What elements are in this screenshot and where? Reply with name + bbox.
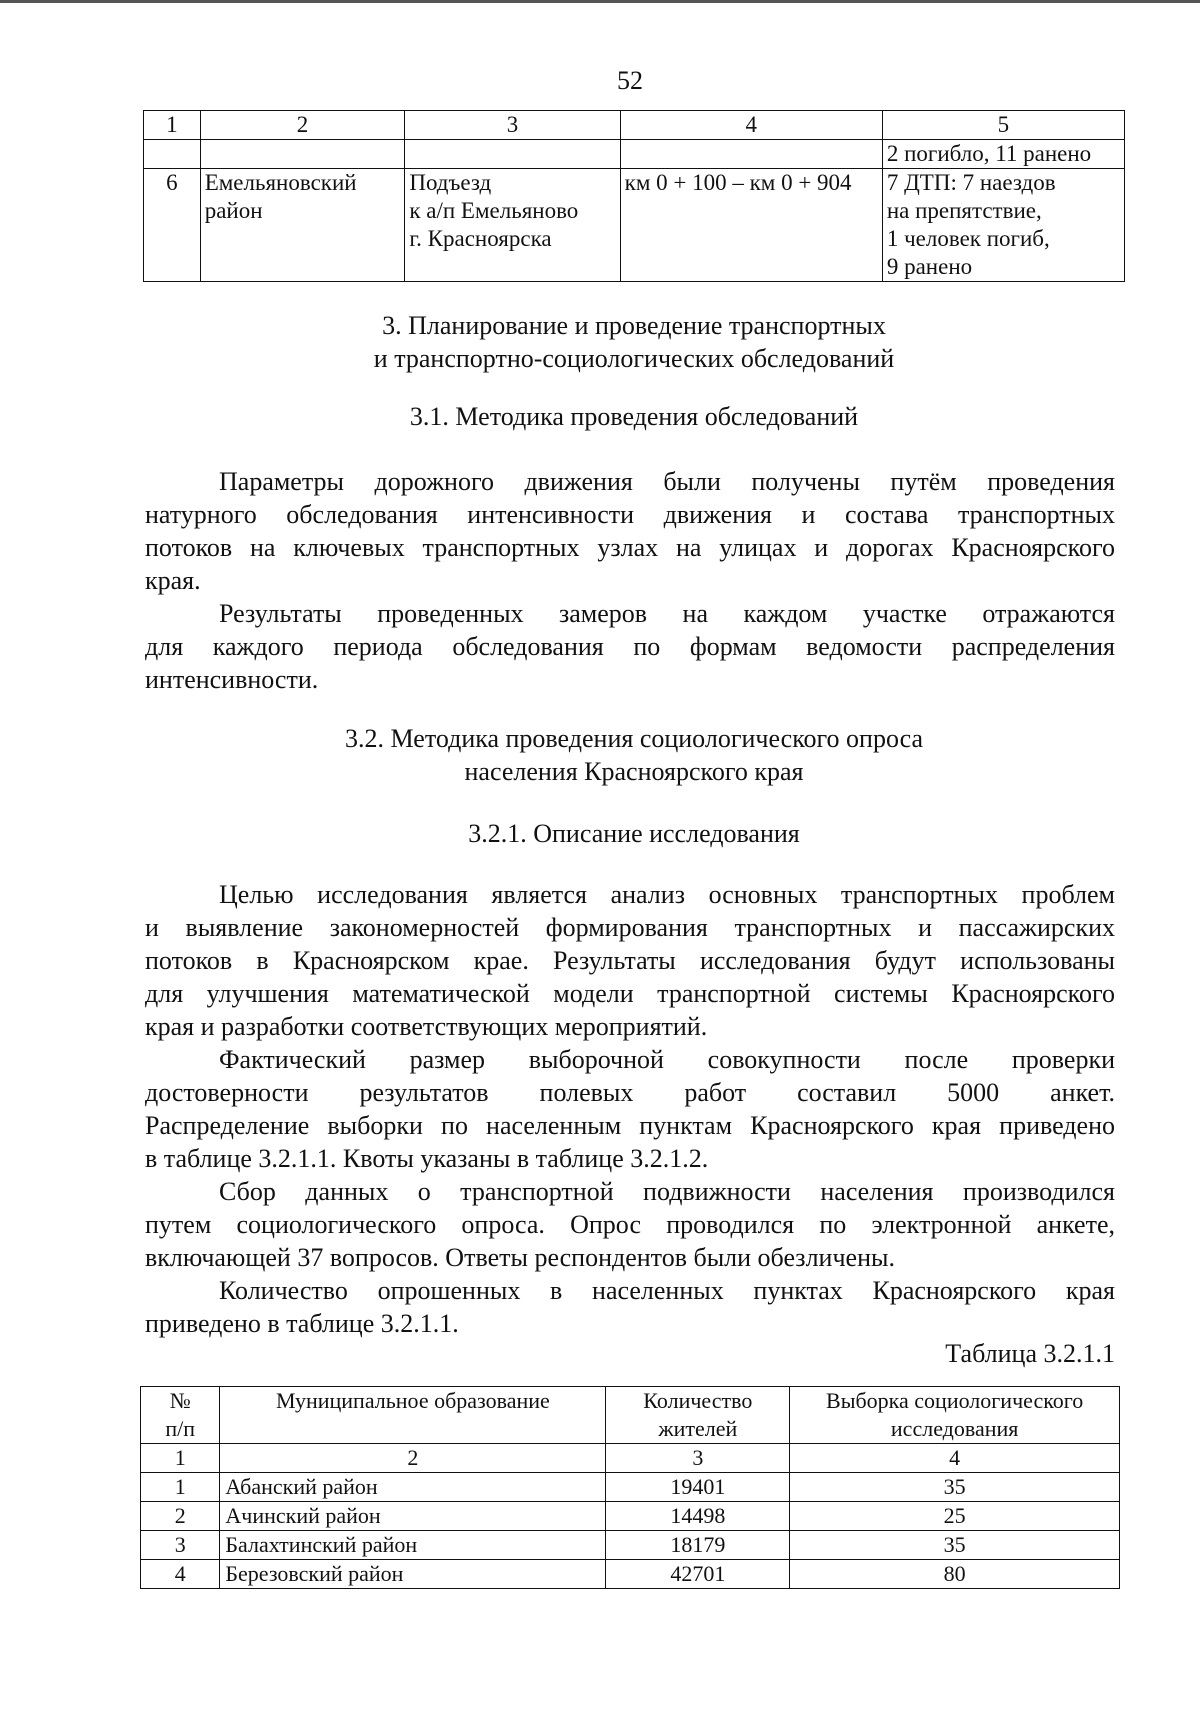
- heading-line: населения Красноярского края: [464, 757, 804, 786]
- text-line: для улучшения математической модели транспортной системы Красноярского: [145, 979, 1115, 1008]
- population-cell: 18179: [606, 1531, 790, 1560]
- header-cell-municipality: [220, 1387, 606, 1444]
- row-number-cell: [144, 140, 201, 169]
- row-number-cell: 6: [144, 169, 201, 282]
- text-line: края и разработки соответствующих мероприятий.: [145, 1012, 708, 1041]
- sample-cell: 25: [790, 1502, 1120, 1531]
- header-cell-number: [141, 1387, 220, 1444]
- section-3-1-heading: 3.1. Методика проведения обследований: [409, 402, 859, 431]
- cell-line: 2 погибло, 11 ранено: [886, 141, 1092, 166]
- text-line: Фактический размер выборочной совокупности после проверки: [219, 1045, 1115, 1074]
- header-cell: 1: [144, 111, 201, 140]
- population-cell: 42701: [606, 1560, 790, 1589]
- text-line: Распределение выборки по населенным пунктам Красноярского края приведено: [145, 1111, 1115, 1140]
- text-line: приведено в таблице 3.2.1.1.: [145, 1309, 459, 1338]
- heading-line: 3. Планирование и проведение транспортных: [382, 311, 886, 340]
- cell-line: г. Красноярска: [409, 226, 552, 251]
- column-number: 3: [606, 1444, 790, 1473]
- district-cell: [200, 169, 405, 282]
- population-cell: 19401: [606, 1473, 790, 1502]
- text-line: Результаты проведенных замеров на каждом участке отражаются: [219, 599, 1115, 628]
- paragraph-4: [145, 1043, 1115, 1175]
- column-number: 4: [790, 1444, 1120, 1473]
- paragraph-2: [145, 597, 1115, 696]
- row-number-cell: 4: [141, 1560, 220, 1589]
- section-3-heading: [143, 309, 1125, 375]
- object-cell: [405, 169, 620, 282]
- cell-line: Количество: [643, 1388, 753, 1413]
- cell-line: исследования: [890, 1416, 1019, 1441]
- text-line: Сбор данных о транспортной подвижности населения производился: [219, 1177, 1115, 1206]
- object-cell: [405, 140, 620, 169]
- accident-table: [143, 110, 1125, 282]
- paragraph-1: [145, 465, 1115, 597]
- heading-line: и транспортно-социологических обследований: [373, 344, 895, 373]
- cell-line: жителей: [658, 1416, 738, 1441]
- municipality-cell: Ачинский район: [220, 1502, 606, 1531]
- table-caption: Таблица 3.2.1.1: [945, 1339, 1115, 1368]
- km-cell: [620, 140, 882, 169]
- text-line: путем социологического опроса. Опрос проводился по электронной анкете,: [145, 1210, 1115, 1239]
- accidents-cell: [882, 140, 1124, 169]
- cell-line: №: [169, 1388, 191, 1413]
- row-number-cell: 3: [141, 1531, 220, 1560]
- text-line: Параметры дорожного движения были получены путём проведения: [219, 467, 1115, 496]
- cell-line: 9 ранено: [886, 254, 973, 279]
- paragraph-5: [145, 1175, 1115, 1274]
- cell-line: 7 ДТП: 7 наездов: [886, 170, 1056, 195]
- table-header-row: [144, 111, 1125, 140]
- cell-line: к а/п Емельяново: [409, 198, 579, 223]
- municipality-cell: Березовский район: [220, 1560, 606, 1589]
- table-row: [141, 1560, 1120, 1589]
- section-3-2-1-heading: 3.2.1. Описание исследования: [468, 819, 800, 848]
- row-number-cell: 2: [141, 1502, 220, 1531]
- heading-line: 3.2. Методика проведения социологического опроса: [345, 724, 923, 753]
- cell-line: 1 человек погиб,: [886, 226, 1050, 251]
- text-line: в таблице 3.2.1.1. Квоты указаны в таблице 3.2.1.2.: [145, 1144, 709, 1173]
- text-line: интенсивности.: [145, 665, 319, 694]
- table-row: [141, 1473, 1120, 1502]
- table-row: [144, 140, 1125, 169]
- cell-line: п/п: [165, 1416, 196, 1441]
- text-line: для каждого периода обследования по формам ведомости распределения: [145, 632, 1115, 661]
- paragraph-3: [145, 878, 1115, 1043]
- cell-line: на препятствие,: [886, 198, 1042, 223]
- text-line: натурного обследования интенсивности движения и состава транспортных: [145, 500, 1115, 529]
- population-cell: 14498: [606, 1502, 790, 1531]
- scan-top-edge: [0, 0, 1200, 3]
- section-3-2-heading: [143, 722, 1125, 788]
- km-cell: км 0 + 100 – км 0 + 904: [620, 169, 882, 282]
- text-line: достоверности результатов полевых работ составил 5000 анкет.: [145, 1078, 1115, 1107]
- municipality-cell: Балахтинский район: [220, 1531, 606, 1560]
- district-cell: [200, 140, 405, 169]
- accidents-cell: [882, 169, 1124, 282]
- page-number: 52: [617, 66, 643, 95]
- table-header-row: [141, 1387, 1120, 1444]
- sample-cell: 35: [790, 1531, 1120, 1560]
- cell-line: Емельяновский: [204, 170, 357, 195]
- text-line: потоков на ключевых транспортных узлах на улицах и дорогах Красноярского: [145, 533, 1115, 562]
- header-cell: 5: [882, 111, 1124, 140]
- sample-cell: 80: [790, 1560, 1120, 1589]
- row-number-cell: 1: [141, 1473, 220, 1502]
- column-numbers-row: [141, 1444, 1120, 1473]
- municipality-cell: Абанский район: [220, 1473, 606, 1502]
- header-cell-sample: [790, 1387, 1120, 1444]
- table-row: [141, 1531, 1120, 1560]
- header-cell: 4: [620, 111, 882, 140]
- text-line: края.: [145, 566, 201, 595]
- table-row: [144, 169, 1125, 282]
- column-number: 1: [141, 1444, 220, 1473]
- header-cell-population: [606, 1387, 790, 1444]
- text-line: Целью исследования является анализ основных транспортных проблем: [219, 880, 1115, 909]
- paragraph-6: [145, 1274, 1115, 1340]
- cell-line: Муниципальное образование: [275, 1388, 550, 1413]
- text-line: Количество опрошенных в населенных пунктах Красноярского края: [219, 1276, 1115, 1305]
- sample-cell: 35: [790, 1473, 1120, 1502]
- cell-line: Подъезд: [409, 170, 492, 195]
- cell-line: район: [204, 198, 263, 223]
- text-line: потоков в Красноярском крае. Результаты исследования будут использованы: [145, 946, 1115, 975]
- header-cell: 3: [405, 111, 620, 140]
- text-line: и выявление закономерностей формирования транспортных и пассажирских: [145, 913, 1115, 942]
- cell-line: Выборка социологического: [826, 1388, 1084, 1413]
- header-cell: 2: [200, 111, 405, 140]
- table-row: [141, 1502, 1120, 1531]
- text-line: включающей 37 вопросов. Ответы респондентов были обезличены.: [145, 1243, 895, 1272]
- sample-table: [140, 1386, 1120, 1589]
- column-number: 2: [220, 1444, 606, 1473]
